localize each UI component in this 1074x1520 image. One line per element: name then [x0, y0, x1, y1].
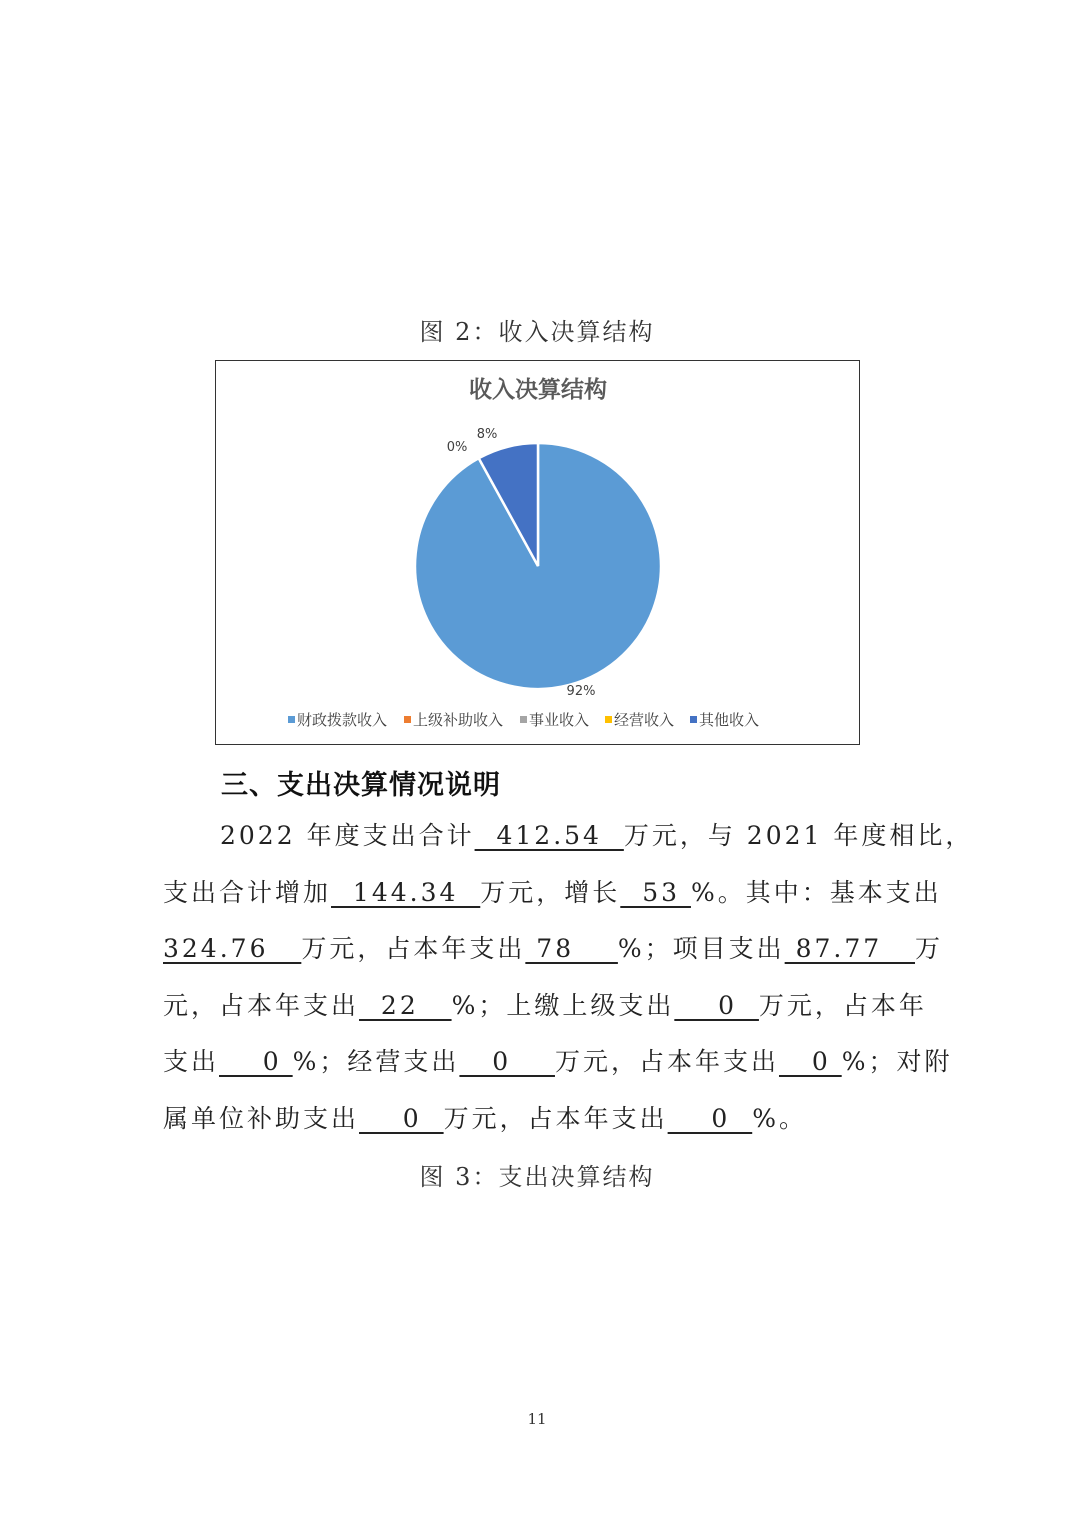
text: %；项目支出: [617, 934, 785, 963]
text: 万元，占本年支出: [301, 934, 526, 963]
text: 万: [915, 934, 944, 963]
data-label-1: 92%: [566, 684, 596, 699]
section-heading: 三、支出决算情况说明: [221, 770, 501, 801]
legend-swatch-3: [520, 716, 527, 723]
legend-label-5: 其他收入: [699, 711, 760, 729]
para-line-2: [163, 865, 942, 922]
legend-swatch-4: [605, 716, 612, 723]
text: 万元，占本年支出: [554, 1047, 779, 1076]
legend-label-3: 事业收入: [529, 711, 590, 729]
total-expenditure-value: 412.54: [474, 821, 624, 850]
text: %；上缴上级支出: [451, 990, 675, 1020]
figure-3-caption: 图 3：支出决算结构: [419, 1163, 655, 1191]
operating-expenditure-value: 0: [459, 1047, 555, 1076]
text: %；经营支出: [292, 1047, 460, 1076]
para-line-1: [163, 808, 974, 865]
text: 2022 年度支出合计: [220, 821, 475, 850]
legend-label-2: 上级补助收入: [413, 711, 504, 729]
upper-payment-value: 0: [674, 990, 759, 1020]
data-label-4: 0%: [446, 440, 468, 455]
text: 属单位补助支出: [163, 1103, 360, 1133]
text: 万元，占本年支出: [443, 1103, 668, 1133]
operating-expenditure-pct: 0: [778, 1047, 842, 1076]
legend-label-1: 财政拨款收入: [297, 711, 388, 729]
text: 支出合计增加: [163, 877, 332, 907]
expenditure-paragraph: [163, 808, 974, 1147]
text: 支出: [163, 1047, 220, 1076]
upper-payment-pct: 0: [219, 1047, 293, 1076]
legend-swatch-2: [404, 716, 411, 723]
para-line-6: [163, 1091, 913, 1148]
para-line-5: [163, 1034, 953, 1091]
subsidy-value: 0: [359, 1103, 444, 1133]
para-line-3: [163, 921, 944, 978]
increase-value: 144.34: [331, 877, 481, 907]
chart-legend: [288, 711, 759, 729]
data-label-5: 8%: [476, 427, 498, 442]
figure-2-caption: 图 2：收入决算结构: [419, 318, 655, 346]
para-line-4: [163, 978, 927, 1035]
legend-label-4: 经营收入: [614, 711, 675, 729]
basic-expenditure-value: 324.76: [163, 934, 302, 963]
text: 万元，占本年: [758, 990, 927, 1020]
text: %。其中：基本支出: [690, 877, 942, 907]
project-expenditure-pct: 22: [359, 990, 452, 1020]
text: %。: [752, 1103, 807, 1133]
page-number: 11: [527, 1410, 547, 1428]
growth-rate-value: 53: [620, 877, 691, 907]
income-structure-chart: [215, 360, 860, 745]
subsidy-pct: 0: [667, 1103, 753, 1133]
project-expenditure-value: 87.77: [784, 934, 916, 963]
text: %；对附: [841, 1047, 953, 1076]
basic-expenditure-pct: 78: [525, 934, 618, 963]
legend-swatch-5: [690, 716, 697, 723]
text: 元，占本年支出: [163, 990, 360, 1020]
text: 万元，增长: [480, 877, 621, 907]
pie-chart-svg: [216, 361, 861, 746]
chart-title: 收入决算结构: [469, 377, 607, 403]
legend-swatch-1: [288, 716, 295, 723]
pie-slices: [415, 443, 661, 689]
text: 万元，与 2021 年度相比，: [623, 821, 974, 850]
